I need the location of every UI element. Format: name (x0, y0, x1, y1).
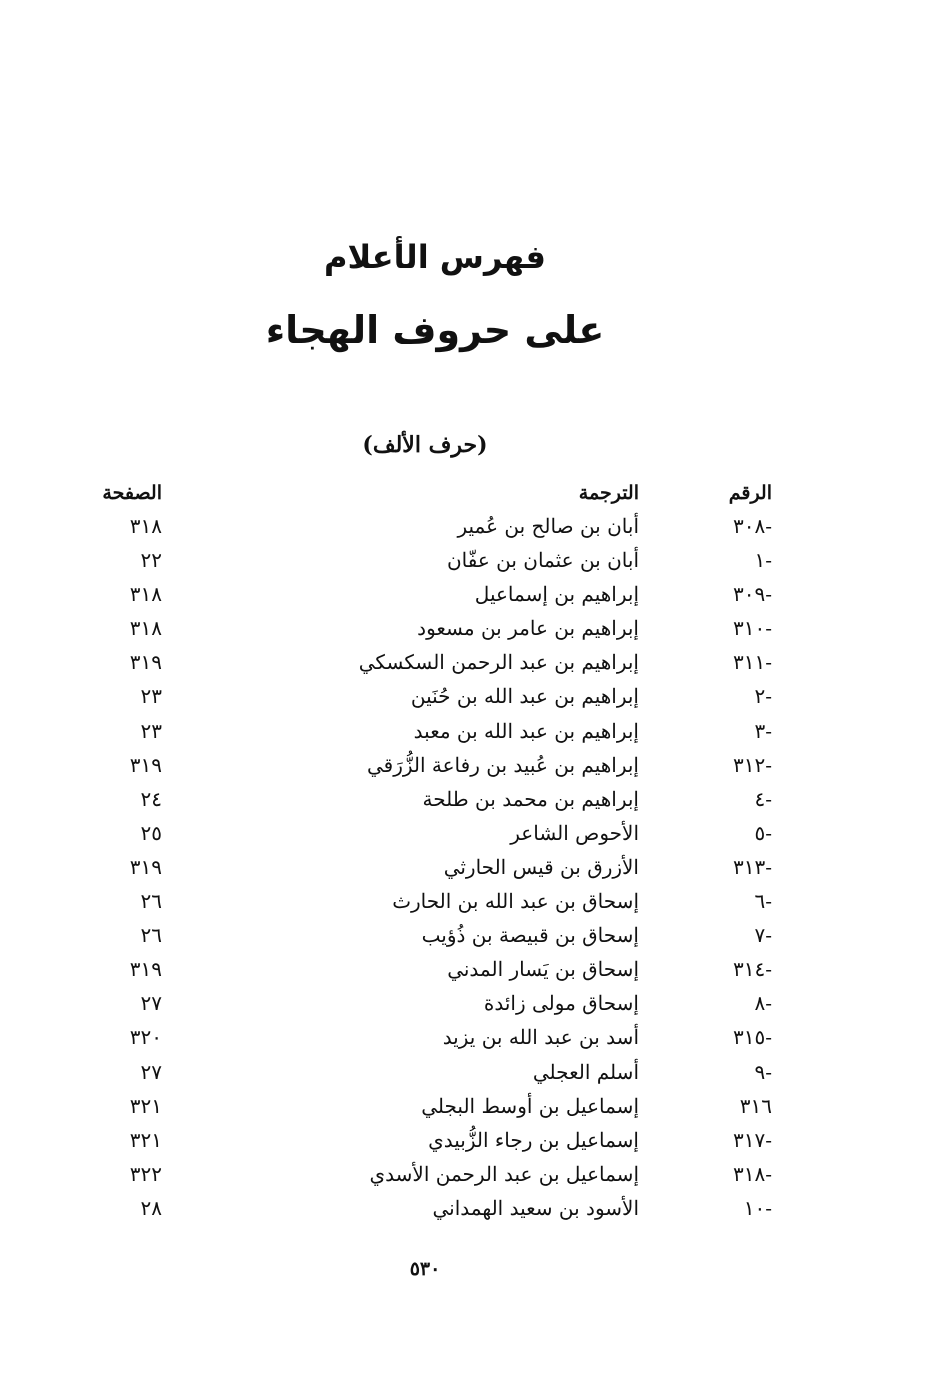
table-row (0, 749, 937, 783)
entry-number: -٧ (754, 923, 772, 948)
entry-page: ٣٢١ (129, 1127, 162, 1152)
page-title: فهرس الأعلام (324, 238, 546, 276)
entry-number: -٣١١ (733, 650, 772, 675)
page-number: ٥٣٠ (409, 1258, 441, 1280)
entry-number: -٥ (754, 820, 772, 845)
entry-name: إبراهيم بن إسماعيل (474, 582, 639, 607)
entry-name: إسماعيل بن عبد الرحمن الأسدي (369, 1161, 639, 1186)
entry-page: ٢٦ (140, 889, 162, 914)
entry-name: إبراهيم بن عبد الله بن معبد (413, 718, 639, 743)
entry-name: أسد بن عبد الله بن يزيد (442, 1025, 639, 1050)
table-row (0, 1124, 937, 1158)
entry-page: ٢٨ (140, 1195, 162, 1220)
entry-page: ٢٧ (140, 1059, 162, 1084)
entry-number: -٣١٧ (733, 1127, 772, 1152)
entry-name: الأحوص الشاعر (510, 820, 639, 845)
entry-number: -٣٠٨ (733, 514, 772, 538)
index-entries (0, 510, 937, 1226)
table-row (0, 612, 937, 646)
header-page: الصفحة (102, 482, 162, 504)
table-row (0, 1090, 937, 1124)
entry-name: إسحاق بن يَسار المدني (447, 957, 639, 982)
entry-page: ٢٢ (140, 548, 162, 573)
entry-page: ٢٦ (140, 923, 162, 948)
entry-number: -٩ (754, 1059, 772, 1084)
table-row (0, 1158, 937, 1192)
entry-number: -٨ (754, 991, 772, 1016)
table-row (0, 646, 937, 680)
entry-page: ٢٧ (140, 991, 162, 1016)
table-row (0, 851, 937, 885)
entry-page: ٢٣ (140, 684, 162, 709)
entry-name: إسحاق مولى زائدة (483, 991, 639, 1016)
table-header (0, 480, 937, 508)
header-number: الرقم (728, 482, 772, 504)
entry-number: -٣١٢ (733, 752, 772, 777)
entry-number: -٣١٤ (733, 957, 772, 982)
entry-number: -٣١٥ (733, 1025, 772, 1050)
entry-number: ٣١٦ (739, 1093, 772, 1118)
entry-number: -٣٠٩ (733, 582, 772, 607)
entry-page: ٣٢٠ (129, 1025, 162, 1050)
table-row (0, 953, 937, 987)
table-row (0, 885, 937, 919)
entry-page: ٣١٨ (129, 582, 162, 607)
entry-page: ٣٢١ (129, 1093, 162, 1118)
entry-number: -٣١٨ (733, 1161, 772, 1186)
entry-page: ٣١٨ (129, 514, 162, 538)
entry-page: ٣١٩ (129, 752, 162, 777)
entry-name: إبراهيم بن عبد الرحمن السكسكي (358, 650, 639, 675)
entry-number: -١٠ (743, 1195, 772, 1220)
entry-page: ٢٥ (140, 820, 162, 845)
entry-name: إبراهيم بن عُبيد بن رفاعة الزُّرَقي (366, 752, 639, 777)
table-row (0, 680, 937, 714)
entry-page: ٣٢٢ (129, 1161, 162, 1186)
entry-number: -٣ (754, 718, 772, 743)
entry-number: -٣١٣ (733, 854, 772, 879)
entry-page: ٣١٩ (129, 854, 162, 879)
entry-name: إبراهيم بن عامر بن مسعود (417, 616, 639, 641)
entry-number: -٢ (754, 684, 772, 709)
table-row (0, 510, 937, 544)
entry-name: أبان بن صالح بن عُمير (457, 514, 639, 538)
table-row (0, 578, 937, 612)
entry-name: أسلم العجلي (532, 1059, 639, 1084)
entry-name: إسماعيل بن رجاء الزُّبيدي (428, 1127, 639, 1152)
table-row (0, 919, 937, 953)
header-name: الترجمة (578, 482, 639, 504)
entry-name: إسحاق بن قبيصة بن ذُؤيب (421, 923, 639, 948)
entry-name: أبان بن عثمان بن عفّان (446, 548, 639, 573)
entry-number: -٣١٠ (733, 616, 772, 641)
section-heading: (حرف الألف) (362, 432, 488, 458)
table-row (0, 1021, 937, 1055)
entry-page: ٣١٨ (129, 616, 162, 641)
table-row (0, 1056, 937, 1090)
table-row (0, 1192, 937, 1226)
entry-page: ٣١٩ (129, 650, 162, 675)
entry-name: إسحاق بن عبد الله بن الحارث (392, 889, 639, 914)
entry-name: الأسود بن سعيد الهمداني (432, 1195, 639, 1220)
entry-number: -١ (754, 548, 772, 573)
entry-name: إبراهيم بن عبد الله بن حُنَين (410, 684, 639, 709)
page-subtitle: على حروف الهجاء (265, 308, 605, 352)
entry-page: ٢٣ (140, 718, 162, 743)
entry-name: إبراهيم بن محمد بن طلحة (422, 786, 639, 811)
table-row (0, 783, 937, 817)
table-row (0, 987, 937, 1021)
entry-number: -٤ (754, 786, 772, 811)
entry-name: الأزرق بن قيس الحارثي (443, 854, 639, 879)
table-row (0, 817, 937, 851)
table-row (0, 544, 937, 578)
entry-page: ٢٤ (140, 786, 162, 811)
entry-number: -٦ (754, 889, 772, 914)
table-row (0, 715, 937, 749)
entry-page: ٣١٩ (129, 957, 162, 982)
entry-name: إسماعيل بن أوسط البجلي (421, 1093, 639, 1118)
